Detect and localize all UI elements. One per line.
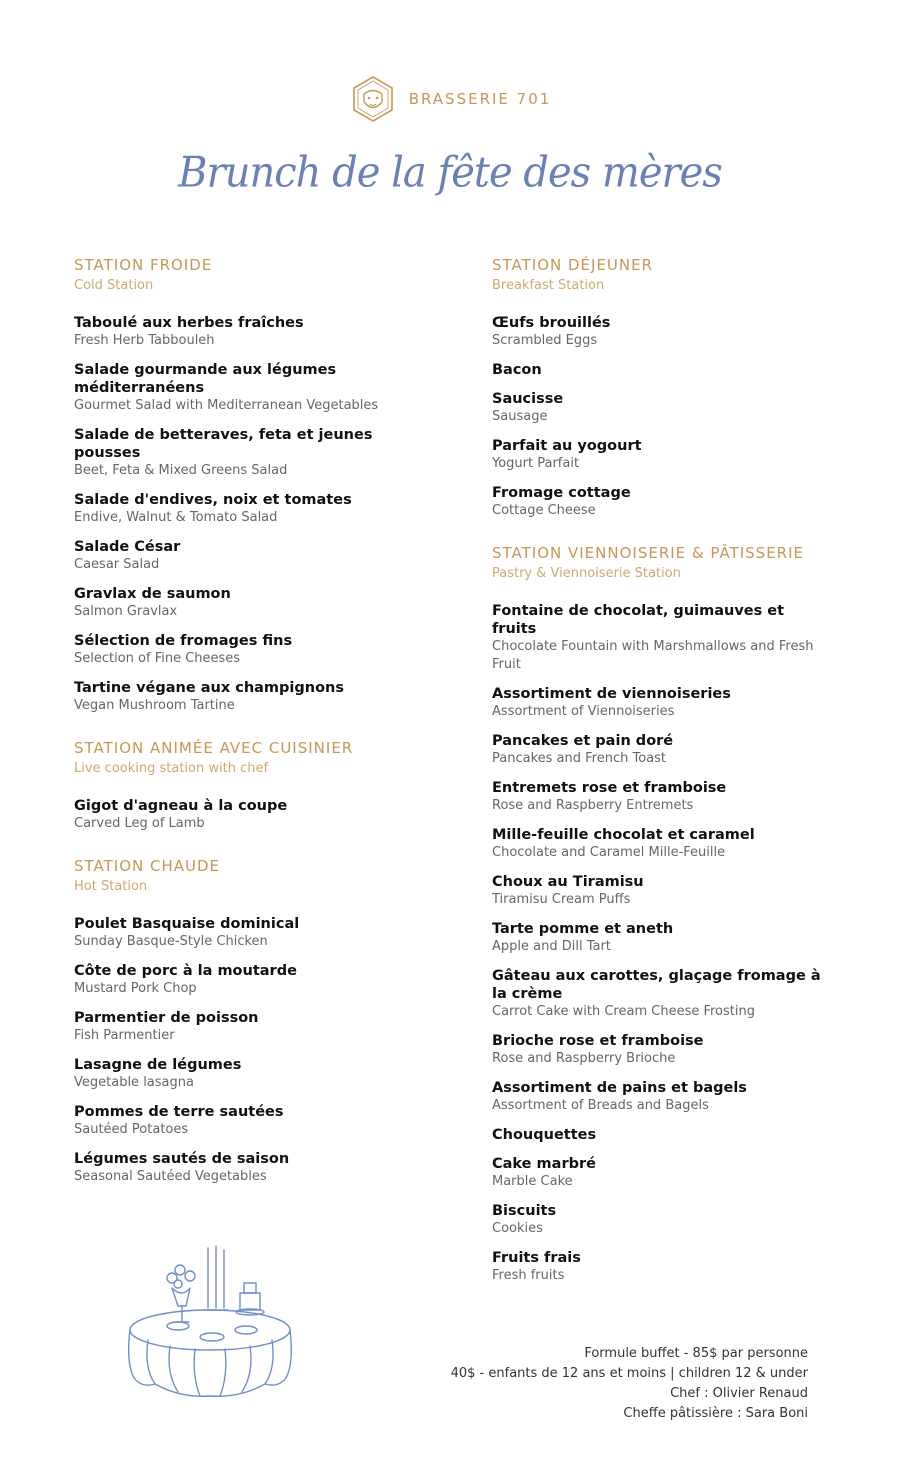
menu-item <box>74 962 404 998</box>
brunch-table-illustration <box>120 1238 300 1403</box>
menu-item-name-en: Fresh fruits <box>492 1268 565 1283</box>
menu-item-name-fr: Œufs brouillés <box>492 315 611 331</box>
menu-item <box>74 426 404 480</box>
menu-item-name-fr: Lasagne de légumes <box>74 1057 242 1073</box>
menu-item-name-fr: Gâteau aux carottes, glaçage fromage à la crème <box>492 968 821 1002</box>
menu-station <box>74 739 404 833</box>
station-title: STATION FROIDE <box>74 256 213 274</box>
buffet-price: Formule buffet - 85$ par personne <box>584 1346 808 1361</box>
menu-item-name-fr: Pancakes et pain doré <box>492 733 674 749</box>
menu-item-name-en: Scrambled Eggs <box>492 333 598 348</box>
menu-item-name-en: Mustard Pork Chop <box>74 981 197 996</box>
menu-item-name-en: Sautéed Potatoes <box>74 1122 189 1137</box>
menu-station <box>74 256 404 715</box>
menu-item <box>74 1150 404 1186</box>
menu-item-name-en: Sausage <box>492 409 548 424</box>
menu-item-name-en: Carved Leg of Lamb <box>74 816 205 831</box>
menu-station <box>74 857 404 1186</box>
menu-item-name-fr: Gigot d'agneau à la coupe <box>74 798 288 814</box>
menu-item <box>492 1249 832 1285</box>
menu-item <box>492 1032 832 1068</box>
menu-item <box>492 437 832 473</box>
menu-item-name-fr: Salade César <box>74 539 181 555</box>
menu-item-name-en: Rose and Raspberry Brioche <box>492 1051 676 1066</box>
menu-item <box>74 585 404 621</box>
menu-item <box>492 685 832 721</box>
pastry-chef-name: Cheffe pâtissière : Sara Boni <box>623 1406 808 1421</box>
menu-item-name-en: Cottage Cheese <box>492 503 596 518</box>
menu-item <box>492 390 832 426</box>
menu-item <box>492 361 832 379</box>
station-subtitle: Hot Station <box>74 879 148 894</box>
brand-logo <box>0 74 900 124</box>
station-title: STATION DÉJEUNER <box>492 256 654 274</box>
menu-item-name-en: Sunday Basque-Style Chicken <box>74 934 268 949</box>
menu-item-name-fr: Saucisse <box>492 391 564 407</box>
menu-item-name-fr: Gravlax de saumon <box>74 586 231 602</box>
menu-item-name-fr: Biscuits <box>492 1203 557 1219</box>
menu-item-name-en: Gourmet Salad with Mediterranean Vegetables <box>74 398 379 413</box>
brand-name: BRASSERIE 701 <box>408 90 552 108</box>
menu-item-name-en: Marble Cake <box>492 1174 573 1189</box>
menu-item-name-fr: Salade gourmande aux légumes méditerranéens <box>74 362 337 396</box>
menu-item-name-fr: Tartine végane aux champignons <box>74 680 345 696</box>
menu-item <box>492 920 832 956</box>
menu-item-name-en: Endive, Walnut & Tomato Salad <box>74 510 278 525</box>
menu-item <box>74 314 404 350</box>
menu-item-name-fr: Parmentier de poisson <box>74 1010 259 1026</box>
menu-item-name-en: Vegan Mushroom Tartine <box>74 698 235 713</box>
menu-item <box>492 1079 832 1115</box>
menu-item-name-en: Yogurt Parfait <box>492 456 580 471</box>
menu-item-name-en: Selection of Fine Cheeses <box>74 651 241 666</box>
menu-item-name-fr: Fontaine de chocolat, guimauves et fruits <box>492 603 785 637</box>
menu-item <box>492 1155 832 1191</box>
menu-item <box>492 732 832 768</box>
menu-item <box>492 484 832 520</box>
menu-item <box>74 1103 404 1139</box>
menu-item-name-fr: Brioche rose et framboise <box>492 1033 704 1049</box>
pricing-footer <box>451 1344 808 1424</box>
station-title: STATION VIENNOISERIE & PÂTISSERIE <box>492 544 805 562</box>
lion-head-logo-icon <box>349 75 397 123</box>
menu-item-name-en: Pancakes and French Toast <box>492 751 667 766</box>
menu-item-name-fr: Assortiment de viennoiseries <box>492 686 731 702</box>
menu-item <box>74 491 404 527</box>
menu-item <box>74 797 404 833</box>
station-subtitle: Breakfast Station <box>492 278 605 293</box>
menu-item-name-fr: Chouquettes <box>492 1127 597 1143</box>
menu-item <box>492 1202 832 1238</box>
menu-item-name-fr: Cake marbré <box>492 1156 596 1172</box>
page-title: Brunch de la fête des mères <box>178 148 722 198</box>
left-column <box>74 256 404 1210</box>
menu-item-name-en: Tiramisu Cream Puffs <box>492 892 631 907</box>
menu-station <box>492 256 832 520</box>
menu-item-name-fr: Choux au Tiramisu <box>492 874 644 890</box>
menu-item-name-fr: Légumes sautés de saison <box>74 1151 290 1167</box>
menu-item <box>74 679 404 715</box>
menu-item-name-fr: Assortiment de pains et bagels <box>492 1080 747 1096</box>
menu-item-name-en: Assortment of Viennoiseries <box>492 704 675 719</box>
menu-item <box>492 602 832 674</box>
menu-item <box>492 826 832 862</box>
menu-item <box>492 779 832 815</box>
menu-item-name-en: Cookies <box>492 1221 543 1236</box>
menu-item-name-en: Chocolate and Caramel Mille-Feuille <box>492 845 726 860</box>
right-column <box>492 256 832 1309</box>
menu-item-name-en: Caesar Salad <box>74 557 160 572</box>
menu-item-name-en: Salmon Gravlax <box>74 604 178 619</box>
station-subtitle: Live cooking station with chef <box>74 761 269 776</box>
menu-item <box>74 1009 404 1045</box>
menu-item-name-en: Apple and Dill Tart <box>492 939 611 954</box>
menu-item-name-fr: Fruits frais <box>492 1250 581 1266</box>
station-title: STATION ANIMÉE AVEC CUISINIER <box>74 739 354 757</box>
station-subtitle: Cold Station <box>74 278 154 293</box>
menu-station <box>492 544 832 1285</box>
menu-item <box>492 873 832 909</box>
menu-item-name-en: Seasonal Sautéed Vegetables <box>74 1169 267 1184</box>
menu-item-name-fr: Tarte pomme et aneth <box>492 921 674 937</box>
menu-item-name-fr: Salade de betteraves, feta et jeunes pousses <box>74 427 373 461</box>
menu-item-name-en: Assortment of Breads and Bagels <box>492 1098 709 1113</box>
menu-item-name-en: Fish Parmentier <box>74 1028 175 1043</box>
menu-item-name-en: Fresh Herb Tabbouleh <box>74 333 215 348</box>
menu-item-name-fr: Entremets rose et framboise <box>492 780 727 796</box>
menu-item <box>74 632 404 668</box>
menu-item-name-fr: Sélection de fromages fins <box>74 633 293 649</box>
menu-item-name-fr: Côte de porc à la moutarde <box>74 963 297 979</box>
menu-item-name-fr: Parfait au yogourt <box>492 438 642 454</box>
menu-item-name-en: Vegetable lasagna <box>74 1075 194 1090</box>
menu-item <box>492 314 832 350</box>
menu-item-name-en: Chocolate Fountain with Marshmallows and Fresh Fruit <box>492 639 814 672</box>
menu-item-name-fr: Salade d'endives, noix et tomates <box>74 492 352 508</box>
children-price: 40$ - enfants de 12 ans et moins | children 12 & under <box>450 1366 808 1381</box>
menu-item-name-fr: Bacon <box>492 362 542 378</box>
menu-item-name-en: Beet, Feta & Mixed Greens Salad <box>74 463 288 478</box>
station-title: STATION CHAUDE <box>74 857 221 875</box>
menu-item-name-fr: Mille-feuille chocolat et caramel <box>492 827 755 843</box>
menu-item <box>74 538 404 574</box>
chef-name: Chef : Olivier Renaud <box>670 1386 808 1401</box>
menu-item <box>74 361 404 415</box>
menu-item <box>492 967 832 1021</box>
menu-item <box>74 1056 404 1092</box>
menu-item-name-fr: Poulet Basquaise dominical <box>74 916 300 932</box>
menu-item <box>74 915 404 951</box>
menu-item-name-fr: Taboulé aux herbes fraîches <box>74 315 304 331</box>
menu-item-name-fr: Pommes de terre sautées <box>74 1104 284 1120</box>
menu-item <box>492 1126 832 1144</box>
menu-item-name-en: Rose and Raspberry Entremets <box>492 798 694 813</box>
station-subtitle: Pastry & Viennoiserie Station <box>492 566 681 581</box>
menu-item-name-fr: Fromage cottage <box>492 485 631 501</box>
menu-item-name-en: Carrot Cake with Cream Cheese Frosting <box>492 1004 755 1019</box>
